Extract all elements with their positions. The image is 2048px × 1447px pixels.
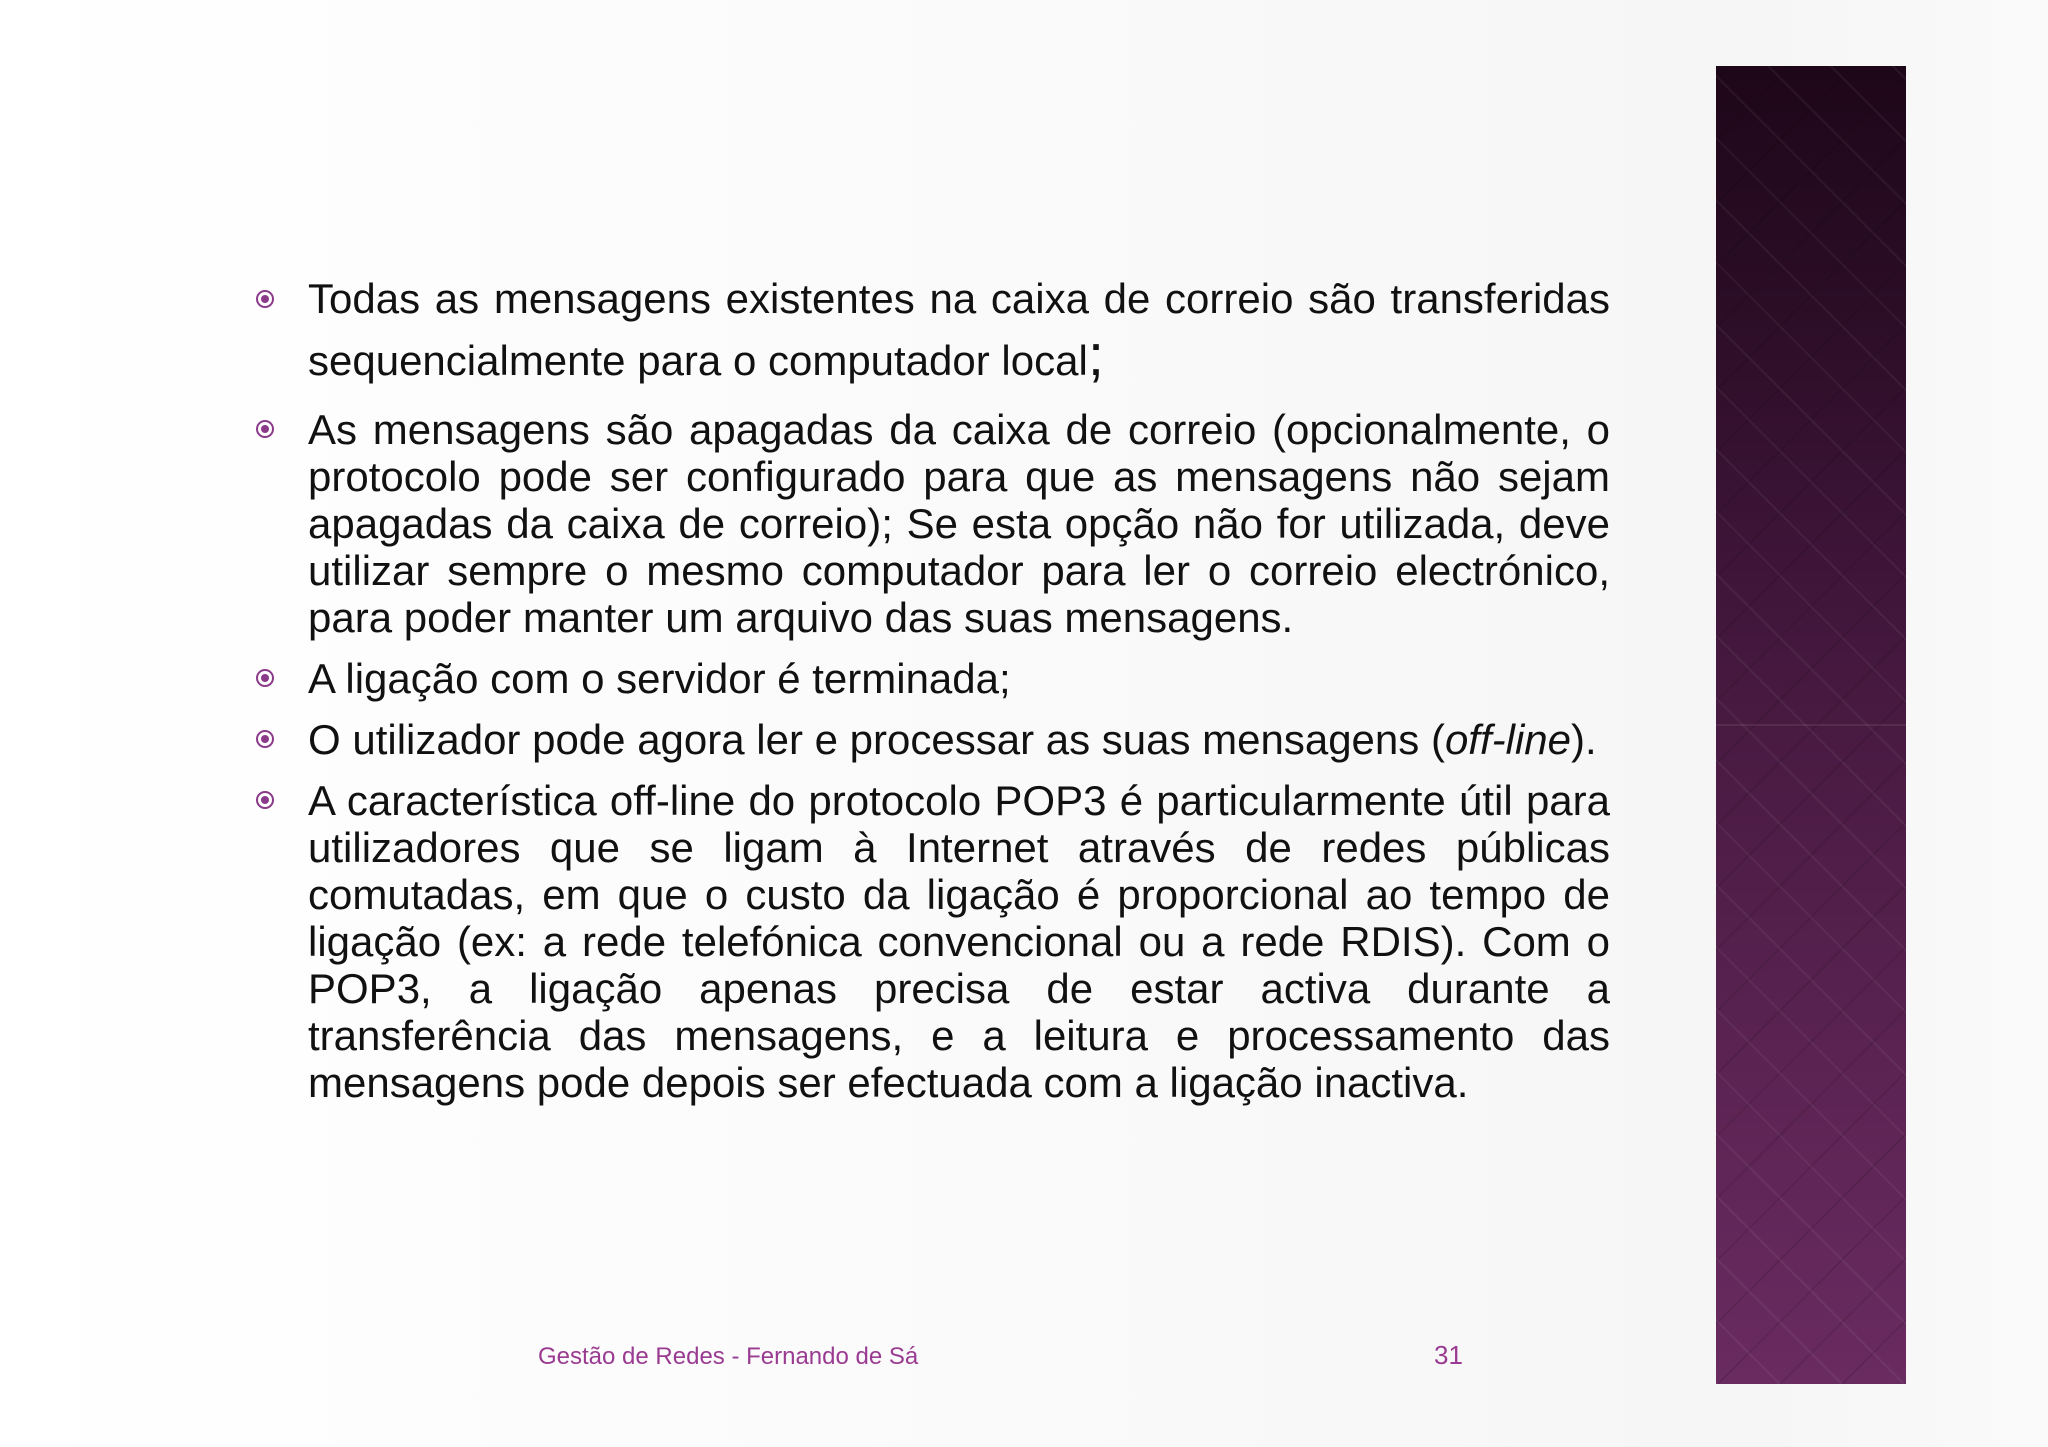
bullet-item bbox=[248, 655, 1610, 702]
bullet-item bbox=[248, 777, 1610, 1106]
bullet-circle-icon bbox=[256, 669, 274, 687]
bullet-text: A ligação com o servidor é terminada; bbox=[308, 655, 1011, 702]
bullet-text: Todas as mensagens existentes na caixa de correio são transferidas sequencialmente para o computador local bbox=[308, 275, 1610, 384]
bullet-after-text: ). bbox=[1571, 716, 1597, 763]
bullet-text: O utilizador pode agora ler e processar as suas mensagens ( bbox=[308, 716, 1445, 763]
page-number: 31 bbox=[1434, 1340, 1463, 1370]
footer-author: Gestão de Redes - Fernando de Sá bbox=[538, 1343, 919, 1370]
bullet-circle-icon bbox=[256, 420, 274, 438]
bullet-circle-icon bbox=[256, 730, 274, 748]
bullet-trailing: ; bbox=[1087, 323, 1104, 388]
bullet-italic-text: off-line bbox=[1444, 716, 1571, 763]
bullet-item bbox=[248, 268, 1610, 392]
bullet-item bbox=[248, 406, 1610, 641]
bullet-text: As mensagens são apagadas da caixa de correio (opcionalmente, o protocolo pode ser configurado para que as mensagens não sejam apagadas da caixa de correio); Se esta opção não for utilizada, deve utilizar sempre o mesmo computador para ler o correio electrónico, para poder manter um arquivo das suas mensagens. bbox=[308, 406, 1610, 641]
decorative-side-bar bbox=[1716, 66, 1906, 1384]
bullet-item bbox=[248, 716, 1610, 763]
bullet-list bbox=[248, 268, 1610, 1106]
bullet-text: A característica off-line do protocolo POP3 é particularmente útil para utilizadores que se ligam à Internet através de redes públicas comutadas, em que o custo da ligação é proporcional ao tempo de ligação (ex: a rede telefónica convencional ou a rede RDIS). Com o POP3, a ligação apenas precisa de estar activa durante a transferência das mensagens, e a leitura e processamento das mensagens pode depois ser efectuada com a ligação inactiva. bbox=[308, 777, 1610, 1106]
slide-content bbox=[248, 268, 1610, 1120]
bullet-circle-icon bbox=[256, 290, 274, 308]
bullet-circle-icon bbox=[256, 791, 274, 809]
